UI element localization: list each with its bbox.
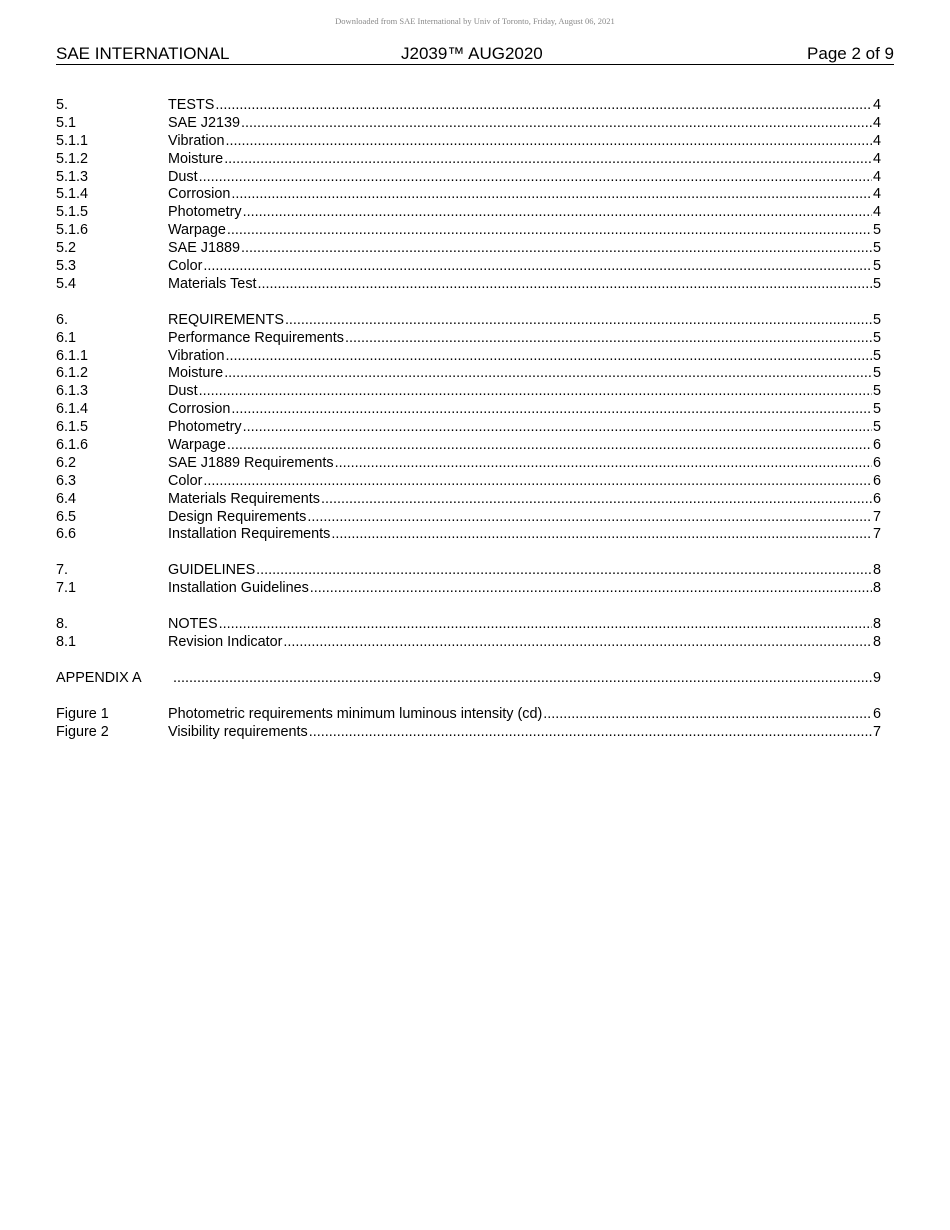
toc-leader [226,348,872,366]
toc-leader [283,634,872,652]
toc-page: 6 [872,472,881,489]
toc-page: 5 [872,401,881,418]
toc-title: Visibility requirements [168,723,308,740]
toc-title: Installation Requirements [168,526,331,543]
toc-title: Dust [168,168,198,185]
toc-entry[interactable] [56,509,881,527]
toc-title: SAE J1889 Requirements [168,454,334,471]
toc-number: 5.1.3 [56,168,89,185]
toc-number: 5.1.5 [56,204,89,221]
toc-title: Installation Guidelines [168,580,309,597]
toc-entry-figure[interactable] [56,706,881,724]
toc-number: 5.4 [56,275,77,292]
toc-entry[interactable] [56,401,881,419]
toc-title: SAE J2139 [168,114,241,131]
toc-page: 5 [872,258,881,275]
toc-title: GUIDELINES [168,562,256,579]
toc-page: 5 [872,329,881,346]
toc-number: Figure 1 [56,705,109,722]
toc-entry[interactable] [56,330,881,348]
toc-leader [227,222,872,240]
toc-number: 8. [56,616,69,633]
toc-page: 6 [872,454,881,471]
toc-entry[interactable] [56,491,881,509]
toc-leader [241,115,872,133]
toc-leader [231,186,872,204]
toc-page: 7 [872,508,881,525]
header-document-id: J2039™ AUG2020 [401,44,543,63]
toc-number: 6. [56,311,69,328]
section-gap [56,688,881,706]
toc-page: 5 [872,419,881,436]
toc-leader [243,419,872,437]
toc-page: 4 [872,204,881,221]
toc-leader [199,169,872,187]
toc-number: 6.1 [56,329,77,346]
toc-entry[interactable] [56,222,881,240]
toc-entry[interactable] [56,526,881,544]
toc-entry[interactable] [56,455,881,473]
toc-number: 5.1 [56,114,77,131]
toc-leader [224,151,872,169]
toc-entry[interactable] [56,616,881,634]
toc-leader [309,724,872,742]
toc-number: 6.2 [56,454,77,471]
toc-entry[interactable] [56,151,881,169]
toc-page: 4 [872,114,881,131]
toc-page: 5 [872,383,881,400]
toc-number: 6.1.6 [56,437,89,454]
toc-leader [231,401,872,419]
toc-title: Color [168,472,203,489]
toc-title: Materials Requirements [168,490,320,507]
toc-leader [203,258,872,276]
toc-title: Vibration [168,347,225,364]
toc-leader [543,706,872,724]
toc-entry[interactable] [56,276,881,294]
toc-entry[interactable] [56,473,881,491]
toc-title: REQUIREMENTS [168,311,284,328]
table-of-contents [56,97,881,742]
toc-number: 5.1.4 [56,186,89,203]
toc-title: Warpage [168,437,226,454]
toc-number: 8.1 [56,634,77,651]
toc-page: 4 [872,132,881,149]
toc-entry[interactable] [56,133,881,151]
toc-title: Vibration [168,132,225,149]
toc-number: 5.1.1 [56,132,89,149]
toc-entry[interactable] [56,312,881,330]
toc-title: Performance Requirements [168,329,344,346]
toc-page: 6 [872,705,881,722]
toc-page: 5 [872,275,881,292]
toc-title: Color [168,258,203,275]
toc-number: 5. [56,97,69,113]
toc-title: TESTS [168,97,215,113]
toc-leader [321,491,872,509]
toc-leader [335,455,872,473]
toc-page: 8 [872,616,881,633]
toc-leader [226,133,872,151]
toc-title: Moisture [168,150,224,167]
toc-number: 6.6 [56,526,77,543]
toc-title: Corrosion [168,401,231,418]
toc-number: 7. [56,562,69,579]
toc-title: Moisture [168,365,224,382]
toc-entry[interactable] [56,169,881,187]
toc-title: Photometry [168,419,242,436]
toc-page: 6 [872,490,881,507]
toc-leader [345,330,872,348]
toc-entry[interactable] [56,186,881,204]
toc-page: 8 [872,634,881,651]
toc-entry[interactable] [56,562,881,580]
toc-leader [219,616,872,634]
section-gap [56,598,881,616]
toc-page: 4 [872,150,881,167]
toc-leader [203,473,872,491]
toc-leader [307,509,872,527]
toc-page: 7 [872,723,881,740]
toc-page: 5 [872,311,881,328]
toc-leader [258,276,872,294]
toc-number: 6.3 [56,472,77,489]
toc-title: Revision Indicator [168,634,283,651]
header-organization: SAE INTERNATIONAL [56,44,230,63]
toc-entry[interactable] [56,240,881,258]
toc-number: 6.1.2 [56,365,89,382]
toc-page: 6 [872,437,881,454]
toc-number: 6.5 [56,508,77,525]
toc-entry[interactable] [56,204,881,222]
toc-entry-figure[interactable] [56,724,881,742]
toc-number: 6.1.1 [56,347,89,364]
toc-page: 9 [872,669,881,686]
toc-title: Corrosion [168,186,231,203]
download-watermark: Downloaded from SAE International by Univ of Toronto, Friday, August 06, 2021 [335,16,615,26]
toc-page: 5 [872,347,881,364]
toc-page: 8 [872,562,881,579]
toc-entry[interactable] [56,115,881,133]
toc-number: 6.1.5 [56,419,89,436]
toc-title: Photometry [168,204,242,221]
toc-entry-appendix[interactable] [56,670,881,688]
toc-page: 5 [872,240,881,257]
toc-number: 5.1.6 [56,222,89,239]
toc-entry[interactable] [56,580,881,598]
toc-number: Figure 2 [56,723,109,740]
toc-title: Design Requirements [168,508,307,525]
toc-number: APPENDIX A [56,669,142,686]
toc-entry[interactable] [56,258,881,276]
toc-page: 4 [872,186,881,203]
header-page-number: Page 2 of 9 [807,44,894,63]
toc-leader [256,562,872,580]
toc-leader [310,580,872,598]
toc-leader [215,97,872,115]
toc-entry[interactable] [56,419,881,437]
toc-title: Materials Test [168,275,257,292]
toc-entry[interactable] [56,97,881,115]
toc-page: 5 [872,365,881,382]
toc-leader [227,437,872,455]
section-gap [56,294,881,312]
toc-title: SAE J1889 [168,240,241,257]
toc-leader [241,240,872,258]
toc-leader [173,670,872,688]
toc-title: Dust [168,383,198,400]
toc-title: Photometric requirements minimum luminous intensity (cd) [168,705,543,722]
toc-leader [199,383,872,401]
toc-page: 4 [872,168,881,185]
toc-number: 7.1 [56,580,77,597]
page-header [56,44,894,65]
toc-number: 6.1.3 [56,383,89,400]
toc-number: 5.1.2 [56,150,89,167]
toc-title: Warpage [168,222,226,239]
toc-entry[interactable] [56,383,881,401]
toc-title: NOTES [168,616,218,633]
toc-number: 5.2 [56,240,77,257]
toc-leader [224,365,872,383]
toc-page: 5 [872,222,881,239]
toc-entry[interactable] [56,437,881,455]
toc-page: 4 [872,97,881,113]
toc-entry[interactable] [56,348,881,366]
toc-leader [285,312,872,330]
toc-page: 7 [872,526,881,543]
toc-entry[interactable] [56,634,881,652]
toc-number: 6.4 [56,490,77,507]
toc-entry[interactable] [56,365,881,383]
toc-leader [331,526,872,544]
toc-number: 5.3 [56,258,77,275]
section-gap [56,544,881,562]
toc-page: 8 [872,580,881,597]
section-gap [56,652,881,670]
toc-leader [243,204,872,222]
toc-number: 6.1.4 [56,401,89,418]
